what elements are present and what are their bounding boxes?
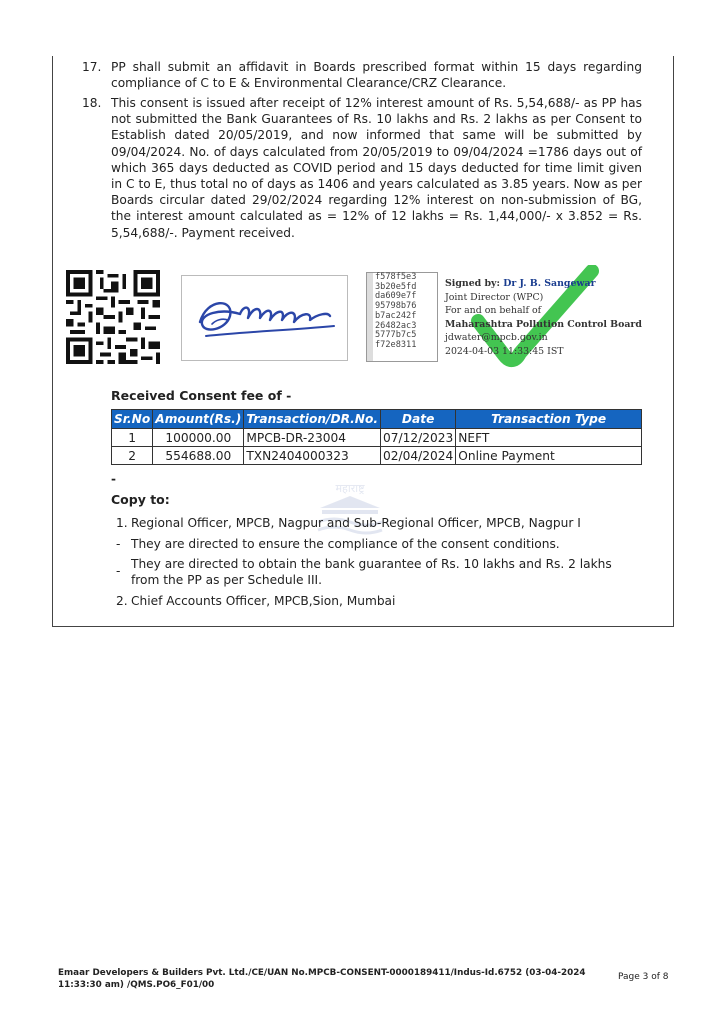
table-cell: NEFT	[456, 429, 642, 447]
hash-line: f72e8311	[375, 339, 417, 350]
handwritten-signature-icon	[182, 276, 347, 360]
hash-line: 95798b76	[375, 301, 417, 312]
table-cell: Online Payment	[456, 447, 642, 465]
condition-number: 17.	[82, 60, 102, 74]
table-cell: 554688.00	[153, 447, 244, 465]
table-header-row	[112, 410, 642, 429]
condition-number: 18.	[82, 96, 102, 110]
table-cell: TXN2404000323	[244, 447, 381, 465]
table-row	[112, 447, 642, 465]
hash-sidebar	[367, 273, 373, 361]
table-cell: 07/12/2023	[381, 429, 456, 447]
copy-marker: -	[116, 537, 121, 551]
digital-hash-box	[366, 272, 438, 362]
hash-line: f578f5e3	[375, 272, 417, 282]
fee-section-title: Received Consent fee of -	[111, 388, 292, 403]
page-number: Page 3 of 8	[618, 972, 669, 982]
table-row	[112, 429, 642, 447]
signer-organization: Maharashtra Pollution Control Board	[445, 318, 642, 330]
condition-18	[82, 95, 642, 241]
hash-line: 3b20e5fd	[375, 281, 417, 292]
hash-line: b7ac242f	[375, 310, 417, 321]
condition-text: This consent is issued after receipt of 12% interest amount of Rs. 5,54,688/- as PP has not submitted the Bank Guarantees of Rs. 10 lakhs and Rs. 2 lakhs as per Consent to Establish dated 20/05/2019, and now informed that same will be submitted by 09/04/2024. No. of days calculated from 20/05/2019 to 09/04/2024 =1786 days out of which 365 days deducted as COVID period and 15 days deducted for time limit given in C to E, thus total no of days as 1406 and years calculated as 3.85 years. Now as per Boards circular dated 29/02/2024 regarding 12% interest on non-submission of BG, the interest amount calculated as = 12% of 12 lakhs = Rs. 1,44,000/- x 3.852 = Rs. 5,54,688/-. Payment received.	[111, 96, 642, 240]
on-behalf-label: For and on behalf of	[445, 305, 542, 317]
column-header: Date	[381, 410, 456, 429]
signature-timestamp: 2024-04-03 11:33:45 IST	[445, 345, 564, 357]
copy-marker: 1.	[116, 516, 128, 530]
hash-line: 5777b7c5	[375, 330, 417, 341]
watermark-text: महाराष्ट्र	[335, 482, 365, 495]
fee-table	[111, 409, 642, 465]
copy-item: Regional Officer, MPCB, Nagpur and Sub-Regional Officer, MPCB, Nagpur I	[131, 516, 581, 530]
signer-email: jdwater@mpcb.gov.in	[445, 332, 548, 344]
copy-item: Chief Accounts Officer, MPCB,Sion, Mumbai	[131, 594, 396, 608]
copy-marker: -	[116, 564, 121, 578]
signature-box	[181, 275, 348, 361]
signer-designation: Joint Director (WPC)	[445, 291, 544, 303]
separator-dash: -	[111, 472, 116, 486]
signer-name: Dr J. B. Sangewar	[503, 278, 596, 289]
document-footer	[58, 967, 618, 991]
hash-line: da609e7f	[375, 291, 417, 302]
table-cell: 1	[112, 429, 153, 447]
copy-item: They are directed to ensure the compliance of the consent conditions.	[131, 537, 560, 551]
table-cell: 2	[112, 447, 153, 465]
digital-signature-info	[445, 277, 642, 359]
signed-by-label: Signed by:	[445, 278, 504, 289]
footer-line: Emaar Developers & Builders Pvt. Ltd./CE/UAN No.MPCB-CONSENT-0000189411/Indus-Id.6752 (03-04-2024	[58, 968, 586, 978]
column-header: Amount(Rs.)	[153, 410, 244, 429]
table-cell: 02/04/2024	[381, 447, 456, 465]
table-cell: MPCB-DR-23004	[244, 429, 381, 447]
copy-to-title: Copy to:	[111, 492, 170, 507]
hash-line: 26482ac3	[375, 320, 417, 331]
qr-code-icon	[66, 270, 160, 364]
copy-marker: 2.	[116, 594, 128, 608]
column-header: Sr.No	[112, 410, 153, 429]
column-header: Transaction/DR.No.	[244, 410, 381, 429]
column-header: Transaction Type	[456, 410, 642, 429]
condition-17	[82, 59, 642, 91]
table-cell: 100000.00	[153, 429, 244, 447]
footer-line: 11:33:30 am) /QMS.PO6_F01/00	[58, 980, 215, 990]
condition-text: PP shall submit an affidavit in Boards prescribed format within 15 days regarding compliance of C to E & Environmental Clearance/CRZ Clearance.	[111, 60, 642, 91]
copy-item: They are directed to obtain the bank guarantee of Rs. 10 lakhs and Rs. 2 lakhs from the PP as per Schedule III.	[131, 557, 612, 587]
